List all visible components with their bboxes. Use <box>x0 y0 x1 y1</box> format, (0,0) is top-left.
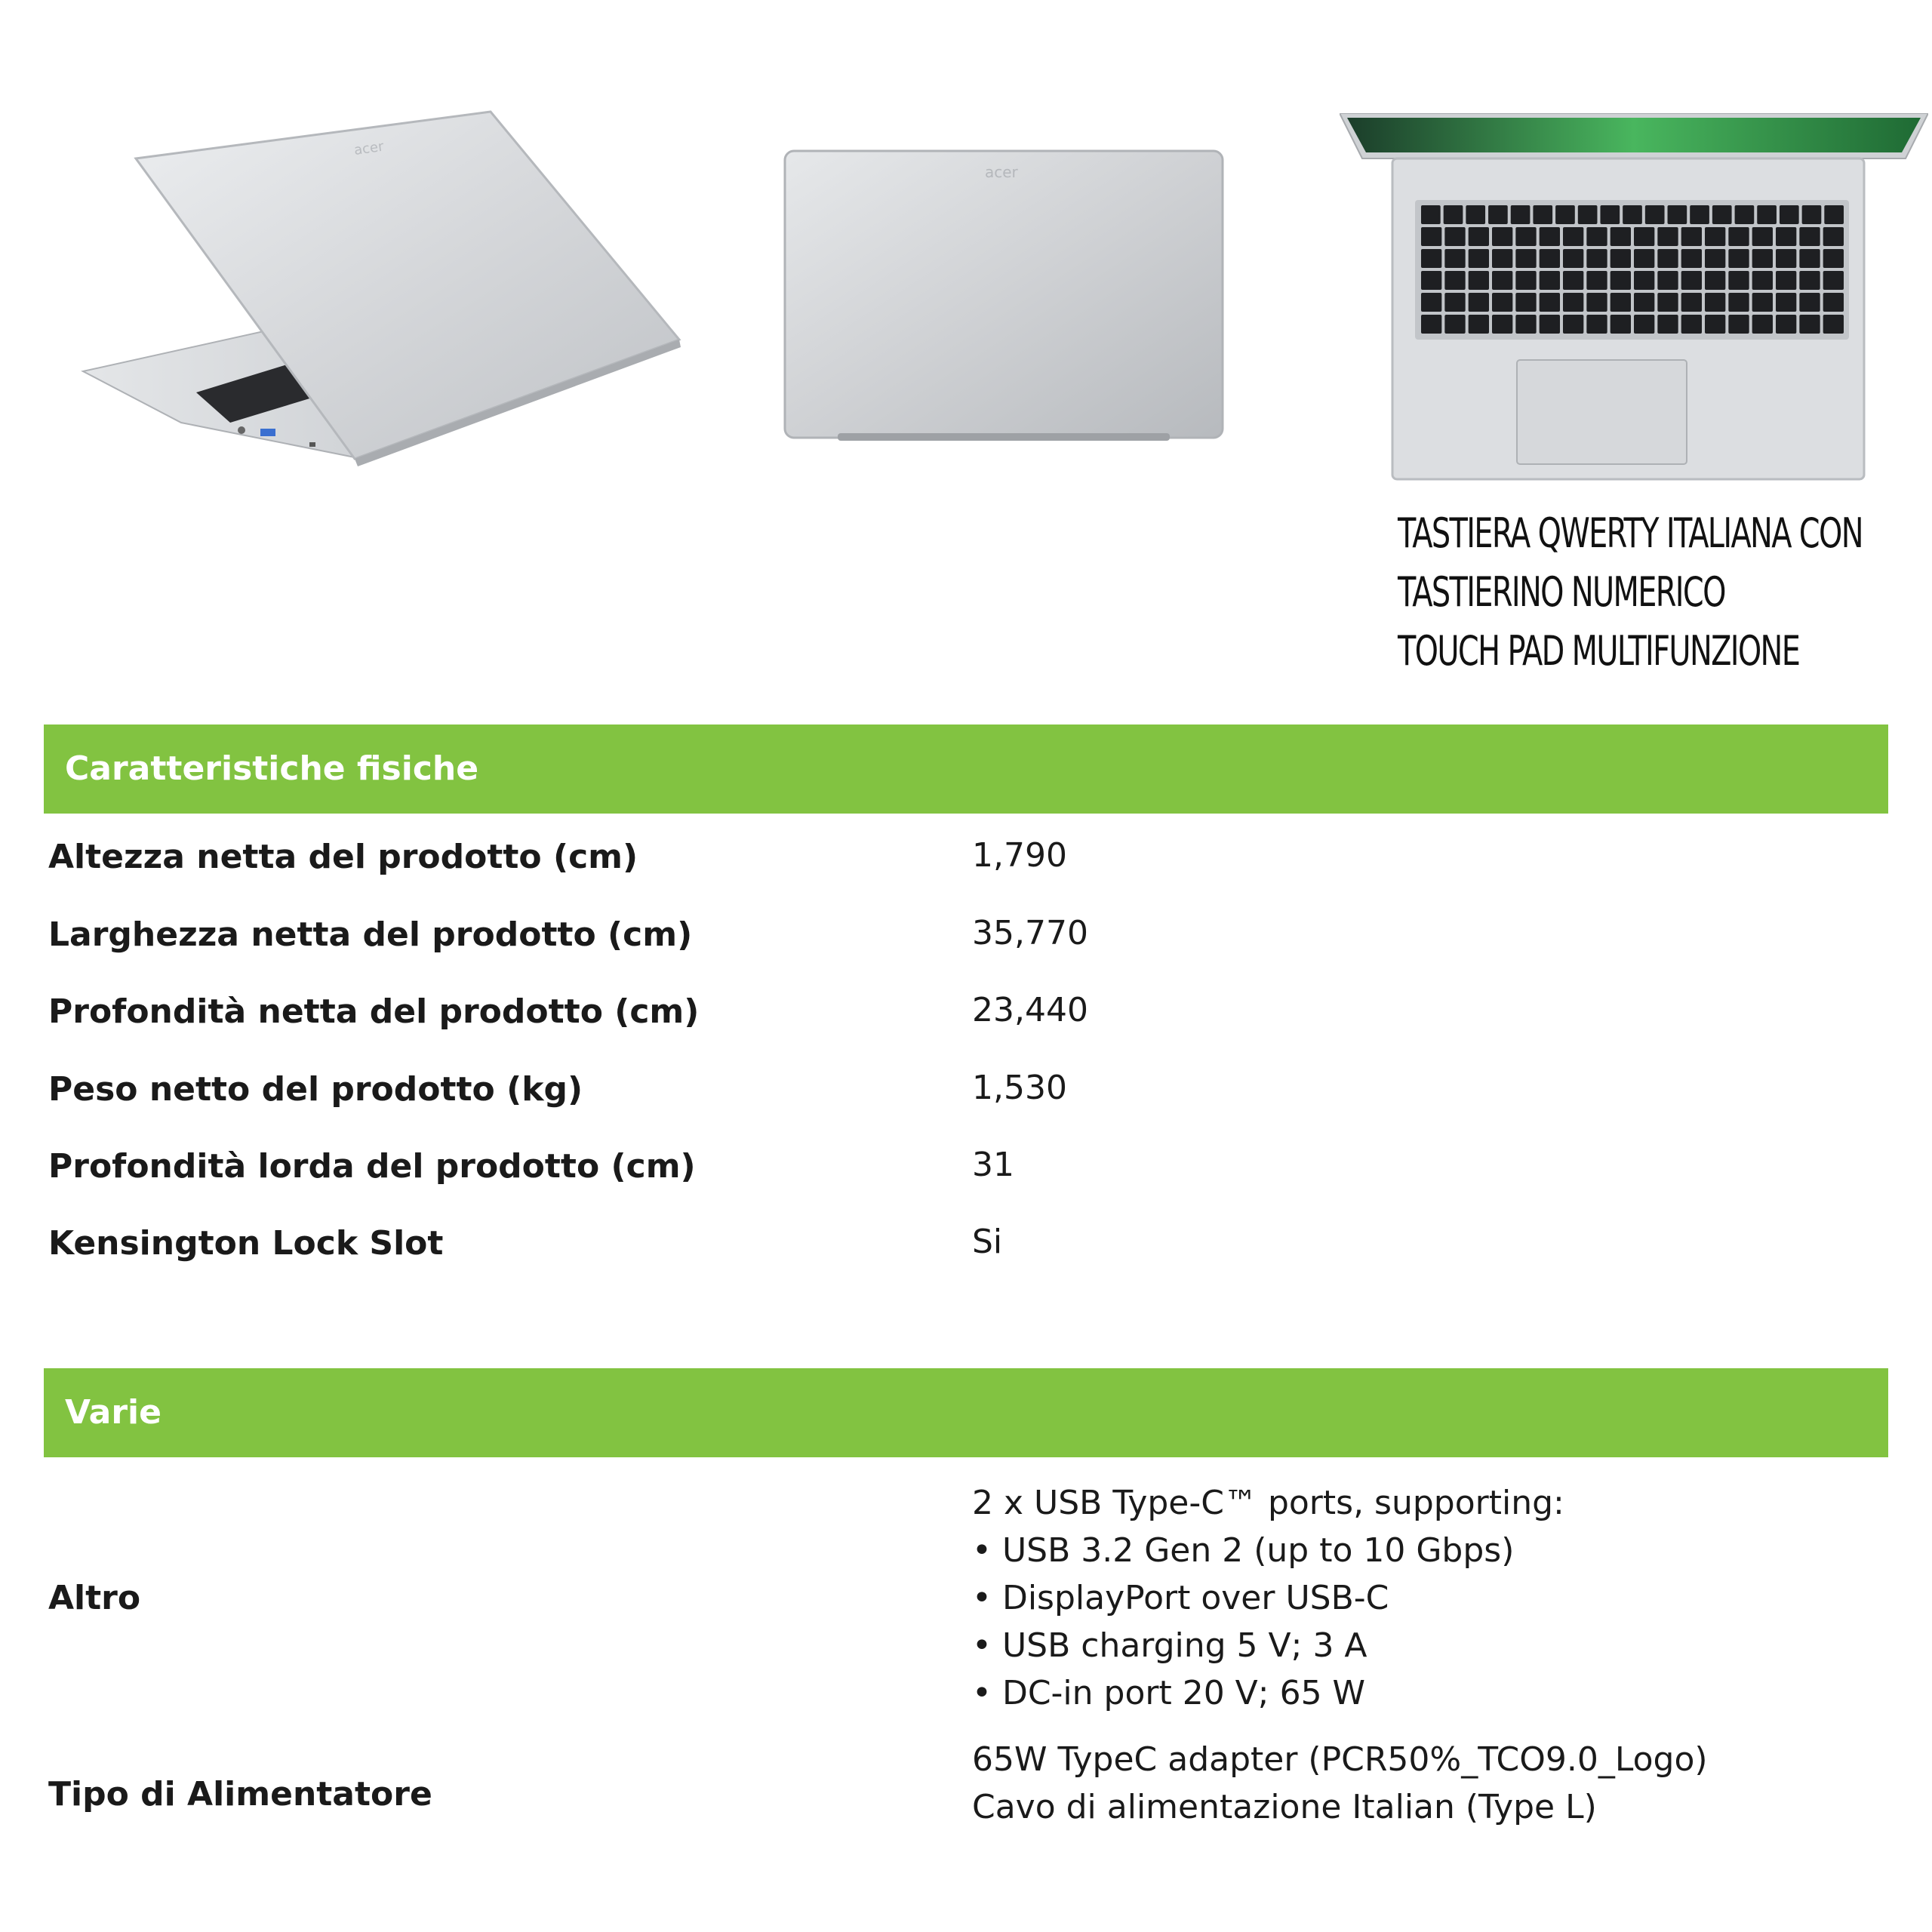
keyboard-key <box>1611 227 1631 246</box>
spec-value-multiline <box>972 1479 1564 1717</box>
laptop-rear-view-image <box>68 98 694 475</box>
keyboard-key <box>1681 271 1702 290</box>
keyboard-key <box>1563 271 1583 290</box>
keyboard-key <box>1511 205 1531 224</box>
keyboard-key <box>1611 293 1631 312</box>
spec-value-line: • USB 3.2 Gen 2 (up to 10 Gbps) <box>972 1531 1515 1570</box>
keyboard-key <box>1705 271 1725 290</box>
spec-label: Tipo di Alimentatore <box>48 1775 432 1814</box>
keyboard-key <box>1444 293 1465 312</box>
keyboard-key <box>1657 271 1678 290</box>
keyboard-key <box>1802 205 1822 224</box>
spec-label: Kensington Lock Slot <box>48 1224 444 1263</box>
keyboard-key <box>1824 205 1844 224</box>
spec-value: 23,440 <box>972 991 1088 1029</box>
keyboard-key <box>1705 293 1725 312</box>
keyboard-key <box>1586 315 1607 334</box>
keyboard-key <box>1780 205 1799 224</box>
keyboard-key <box>1444 249 1465 268</box>
keyboard-key <box>1634 315 1654 334</box>
keyboard-key <box>1728 271 1749 290</box>
keyboard-key <box>1421 205 1441 224</box>
keyboard-key <box>1705 227 1725 246</box>
keyboard-key <box>1469 315 1489 334</box>
keyboard-key <box>1668 205 1687 224</box>
spec-label: Profondità lorda del prodotto (cm) <box>48 1147 696 1186</box>
keyboard-key <box>1728 249 1749 268</box>
keyboard-key <box>1657 315 1678 334</box>
keyboard-key <box>1799 315 1820 334</box>
keyboard-key <box>1799 271 1820 290</box>
keyboard-key <box>1634 293 1654 312</box>
spec-value: 1,790 <box>972 836 1067 875</box>
keyboard-key <box>1444 271 1465 290</box>
keyboard-key <box>1540 315 1560 334</box>
keyboard-key <box>1752 271 1773 290</box>
keyboard-key <box>1540 271 1560 290</box>
keyboard-key <box>1586 271 1607 290</box>
keyboard-key <box>1421 227 1441 246</box>
keyboard-key <box>1799 227 1820 246</box>
spec-label: Peso netto del prodotto (kg) <box>48 1070 583 1109</box>
keyboard-key <box>1515 227 1536 246</box>
keyboard-key <box>1611 271 1631 290</box>
keyboard-key <box>1690 205 1709 224</box>
spec-value-line: • DisplayPort over USB-C <box>972 1579 1389 1617</box>
keyboard-key <box>1776 249 1796 268</box>
keyboard-key <box>1728 293 1749 312</box>
keyboard-key <box>1611 249 1631 268</box>
keyboard-key <box>1823 271 1844 290</box>
caption-line: TASTIERA QWERTY ITALIANA CON <box>1398 509 1863 557</box>
keyboard-key <box>1421 249 1441 268</box>
keyboard-key <box>1752 315 1773 334</box>
spec-value-line: • DC-in port 20 V; 65 W <box>972 1674 1366 1712</box>
caption-line: TOUCH PAD MULTIFUNZIONE <box>1398 627 1800 675</box>
laptop-lid-view-image <box>777 143 1245 453</box>
keyboard-key <box>1776 271 1796 290</box>
keyboard-key <box>1563 227 1583 246</box>
keyboard-key <box>1540 227 1560 246</box>
svg-text:acer: acer <box>352 138 385 158</box>
keyboard-key <box>1515 315 1536 334</box>
keyboard-key <box>1469 227 1489 246</box>
keyboard-key <box>1623 205 1642 224</box>
keyboard-key <box>1752 293 1773 312</box>
keyboard-key <box>1492 249 1512 268</box>
keyboard-key <box>1492 271 1512 290</box>
caption-line: TASTIERINO NUMERICO <box>1398 568 1725 616</box>
keyboard-key <box>1681 315 1702 334</box>
keyboard-key <box>1421 271 1441 290</box>
keyboard-caption <box>1398 504 1863 681</box>
keyboard-key <box>1735 205 1755 224</box>
section-header-misc: Varie <box>44 1368 1888 1457</box>
spec-value-line: 2 x USB Type-C™ ports, supporting: <box>972 1484 1564 1522</box>
keyboard-key <box>1823 315 1844 334</box>
keyboard-key <box>1634 249 1654 268</box>
keyboard-key <box>1444 315 1465 334</box>
spec-value-multiline <box>972 1736 1708 1831</box>
spec-value: 1,530 <box>972 1069 1067 1107</box>
keyboard-key <box>1705 315 1725 334</box>
keyboard-key <box>1533 205 1552 224</box>
keyboard-key <box>1421 315 1441 334</box>
keyboard-key <box>1488 205 1508 224</box>
keyboard-key <box>1578 205 1598 224</box>
keyboard-key <box>1634 271 1654 290</box>
keyboard-key <box>1799 293 1820 312</box>
keyboard-key <box>1681 227 1702 246</box>
spec-value: 31 <box>972 1146 1014 1184</box>
spec-label: Altro <box>48 1579 141 1617</box>
keyboard-key <box>1444 227 1465 246</box>
keyboard-key <box>1752 227 1773 246</box>
keyboard-key <box>1728 315 1749 334</box>
keyboard-key <box>1466 205 1485 224</box>
keyboard-key <box>1776 227 1796 246</box>
spec-value-line: Cavo di alimentazione Italian (Type L) <box>972 1788 1597 1826</box>
keyboard-key <box>1611 315 1631 334</box>
keyboard-key <box>1586 293 1607 312</box>
keyboard-key <box>1823 293 1844 312</box>
keyboard-key <box>1515 293 1536 312</box>
keyboard-key <box>1469 249 1489 268</box>
keyboard-key <box>1563 293 1583 312</box>
spec-value: 35,770 <box>972 914 1088 952</box>
laptop-keyboard-view-image <box>1340 113 1928 483</box>
keyboard-key <box>1823 249 1844 268</box>
svg-text:acer: acer <box>985 163 1018 181</box>
keyboard-key <box>1634 227 1654 246</box>
keyboard-key <box>1421 293 1441 312</box>
keyboard-key <box>1705 249 1725 268</box>
keyboard-key <box>1563 249 1583 268</box>
section-header-physical: Caratteristiche fisiche <box>44 724 1888 814</box>
spec-value-line: • USB charging 5 V; 3 A <box>972 1626 1367 1665</box>
keyboard-key <box>1586 249 1607 268</box>
keyboard-key <box>1776 293 1796 312</box>
keyboard-key <box>1776 315 1796 334</box>
keyboard-key <box>1657 249 1678 268</box>
keyboard-key <box>1728 227 1749 246</box>
keyboard-key <box>1515 249 1536 268</box>
keyboard-key <box>1681 293 1702 312</box>
keyboard-key <box>1492 315 1512 334</box>
keyboard-key <box>1586 227 1607 246</box>
keyboard-key <box>1444 205 1463 224</box>
keyboard-key <box>1752 249 1773 268</box>
keyboard-key <box>1469 271 1489 290</box>
keyboard-key <box>1469 293 1489 312</box>
keyboard-key <box>1515 271 1536 290</box>
keyboard-key <box>1555 205 1575 224</box>
keyboard-key <box>1540 293 1560 312</box>
keyboard-key <box>1492 227 1512 246</box>
keyboard-key <box>1540 249 1560 268</box>
keyboard-key <box>1799 249 1820 268</box>
keyboard-key <box>1600 205 1620 224</box>
keyboard-key <box>1563 315 1583 334</box>
keyboard-key <box>1657 293 1678 312</box>
keyboard-key <box>1712 205 1732 224</box>
spec-label: Larghezza netta del prodotto (cm) <box>48 915 693 954</box>
keyboard-key <box>1681 249 1702 268</box>
spec-value: Si <box>972 1223 1003 1261</box>
keyboard-key <box>1645 205 1665 224</box>
keyboard-key <box>1757 205 1777 224</box>
spec-value-line: 65W TypeC adapter (PCR50%_TCO9.0_Logo) <box>972 1740 1708 1779</box>
spec-label: Altezza netta del prodotto (cm) <box>48 838 638 876</box>
keyboard-key <box>1823 227 1844 246</box>
keyboard-key <box>1492 293 1512 312</box>
spec-label: Profondità netta del prodotto (cm) <box>48 992 700 1031</box>
keyboard-key <box>1657 227 1678 246</box>
